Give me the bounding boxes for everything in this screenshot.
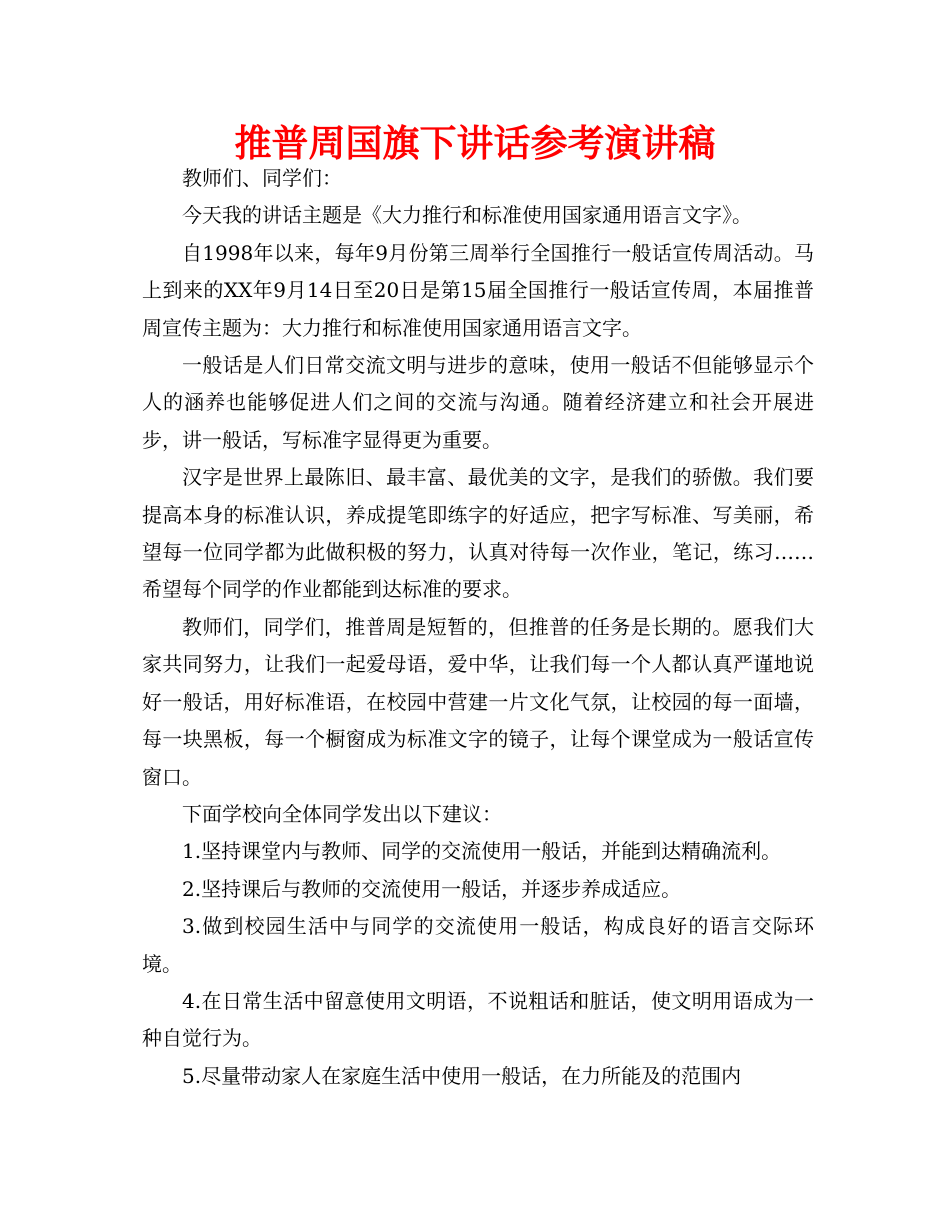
suggestion-item-2: 2.坚持课后与教师的交流使用一般话，并逐步养成适应。 <box>182 876 682 901</box>
paragraph-history: 自1998年以来，每年9月份第三周举行全国推行一般话宣传周活动。马上到来的XX年9月14日至20日是第15届全国推行一般话宣传周，本届推普周宣传主题为：大力推行和标准使用国家通用语言文字。 <box>142 240 814 340</box>
suggestion-item-1: 1.坚持课堂内与教师、同学的交流使用一般话，并能到达精确流利。 <box>182 839 782 864</box>
paragraph-greeting: 教师们、同学们： <box>182 166 342 190</box>
paragraph-suggestions-intro: 下面学校向全体同学发出以下建议： <box>182 801 502 826</box>
paragraph-appeal: 教师们，同学们，推普周是短暂的，但推普的任务是长期的。愿我们大家共同努力，让我们一起爱母语，爱中华，让我们每一个人都认真严谨地说好一般话，用好标准语，在校园中营建一片文化气氛，让校园的每一面墙，每一块黑板，每一个橱窗成为标准文字的镜子，让每个课堂成为一般话宣传窗口。 <box>142 614 814 789</box>
suggestion-item-3: 3.做到校园生活中与同学的交流使用一般话，构成良好的语言交际环境。 <box>142 914 814 976</box>
paragraph-chinese-characters: 汉字是世界上最陈旧、最丰富、最优美的文字，是我们的骄傲。我们要提高本身的标准认识，养成提笔即练字的好适应，把字写标准、写美丽，希望每一位同学都为此做积极的努力，认真对待每一次作业，笔记，练习……希望每个同学的作业都能到达标准的要求。 <box>142 465 814 602</box>
paragraph-topic: 今天我的讲话主题是《大力推行和标准使用国家通用语言文字》。 <box>182 203 752 228</box>
suggestion-item-5: 5.尽量带动家人在家庭生活中使用一般话，在力所能及的范围内 <box>182 1063 742 1088</box>
paragraph-importance: 一般话是人们日常交流文明与进步的意味，使用一般话不但能够显示个人的涵养也能够促进人们之间的交流与沟通。随着经济建立和社会开展进步，讲一般话，写标准字显得更为重要。 <box>142 353 814 452</box>
suggestion-item-4: 4.在日常生活中留意使用文明语，不说粗话和脏话，使文明用语成为一种自觉行为。 <box>142 988 814 1051</box>
document-title: 推普周国旗下讲话参考演讲稿 <box>234 122 716 165</box>
document-body <box>142 160 814 1095</box>
